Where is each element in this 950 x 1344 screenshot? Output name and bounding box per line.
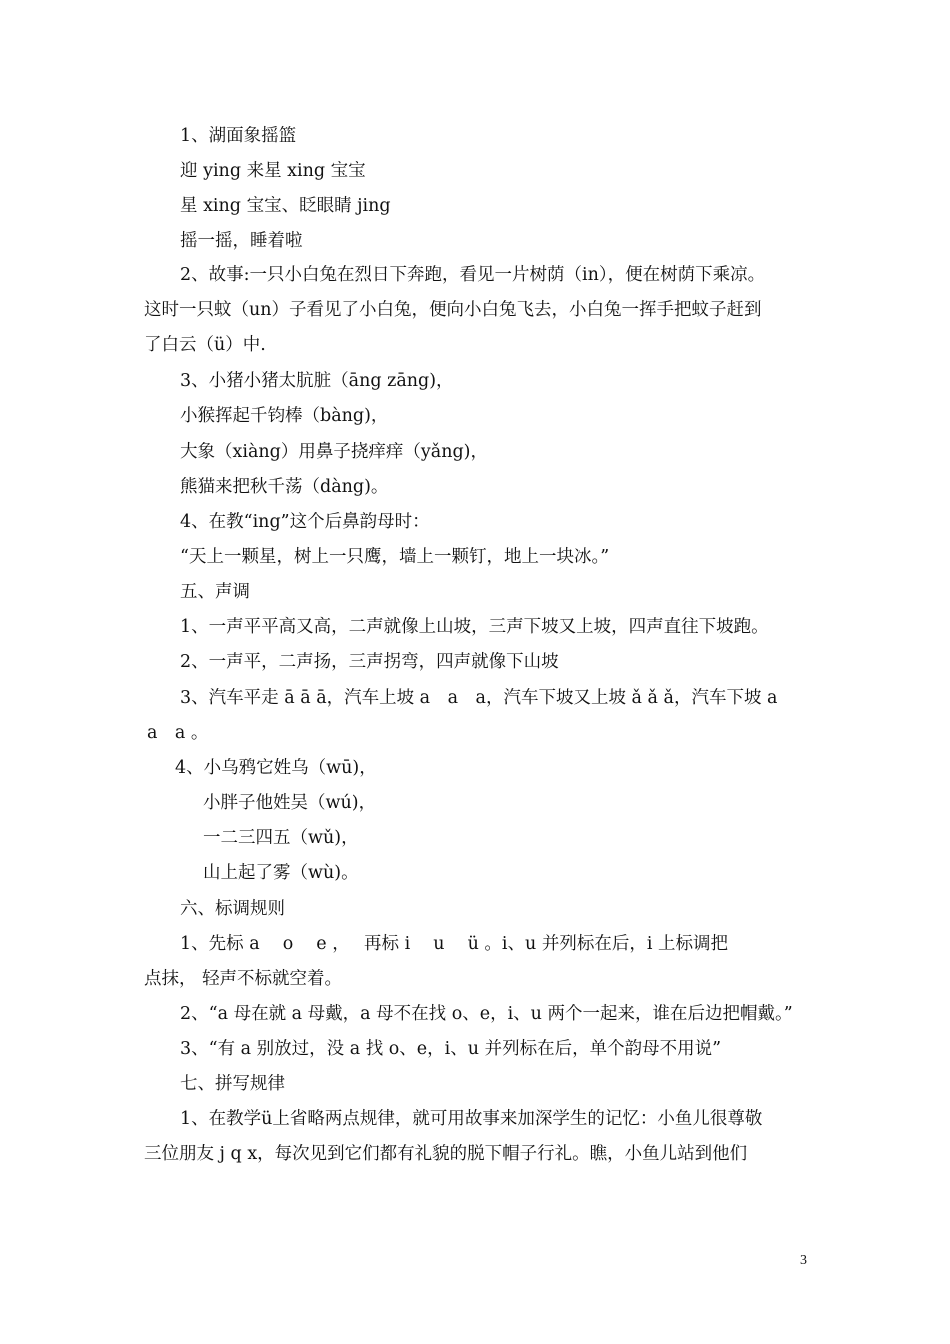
- text-line: 一二三四五（wǔ)，: [203, 828, 359, 848]
- text-line: 4、小乌鸦它姓乌（wū)，: [175, 758, 377, 778]
- text-line: “天上一颗星，树上一只鹰，墙上一颗钉，地上一块冰。”: [180, 547, 610, 567]
- text-line: 1、先标 a o e ， 再标 i u ü 。i、u 并列标在后，i 上标调把: [180, 934, 729, 954]
- text-line: 山上起了雾（wù)。: [203, 863, 359, 883]
- text-line: 2、一声平，二声扬，三声拐弯，四声就像下山坡: [180, 652, 559, 672]
- text-line: 这时一只蚊（un）子看见了小白兔，便向小白兔飞去，小白兔一挥手把蚊子赶到: [144, 300, 762, 320]
- text-line: 4、在教“ing”这个后鼻韵母时：: [180, 512, 430, 532]
- text-line: 1、一声平平高又高，二声就像上山坡，三声下坡又上坡，四声直往下坡跑。: [180, 617, 769, 637]
- text-line: 了白云（ü）中.: [144, 335, 266, 355]
- text-line: 摇一摇，睡着啦: [180, 231, 303, 251]
- text-line: a a 。: [147, 723, 209, 743]
- text-line: 三位朋友 j q x，每次见到它们都有礼貌的脱下帽子行礼。瞧，小鱼儿站到他们: [144, 1144, 748, 1164]
- text-line: 迎 ying 来星 xing 宝宝: [180, 161, 366, 181]
- page-number: 3: [800, 1253, 807, 1268]
- text-line: 2、“a 母在就 a 母戴，a 母不在找 o、e，i、u 两个一起来，谁在后边把帽戴。”: [180, 1004, 793, 1024]
- section-heading: 六、标调规则: [180, 899, 285, 919]
- text-line: 3、汽车平走 ā ā ā，汽车上坡 a a a，汽车下坡又上坡 ǎ ǎ ǎ，汽车下坡 a: [180, 688, 778, 708]
- section-heading: 七、拼写规律: [180, 1074, 285, 1094]
- text-line: 小猴挥起千钧棒（bàng)，: [180, 406, 389, 426]
- text-line: 点抹， 轻声不标就空着。: [144, 969, 343, 989]
- text-line: 大象（xiàng）用鼻子挠痒痒（yǎng)，: [180, 442, 488, 462]
- section-heading: 五、声调: [180, 582, 250, 602]
- text-line: 小胖子他姓吴（wú)，: [203, 793, 377, 813]
- text-line: 1、在教学ü上省略两点规律，就可用故事来加深学生的记忆：小鱼儿很尊敬: [180, 1109, 763, 1129]
- text-line: 2、故事:一只小白兔在烈日下奔跑，看见一片树荫（in），便在树荫下乘凉。: [180, 265, 766, 285]
- text-line: 星 xing 宝宝、眨眼睛 jing: [180, 196, 391, 216]
- text-line: 3、小猪小猪太肮脏（āng zāng)，: [180, 371, 454, 391]
- text-line: 3、“有 a 别放过，没 a 找 o、e，i、u 并列标在后，单个韵母不用说”: [180, 1039, 722, 1059]
- text-line: 熊猫来把秋千荡（dàng)。: [180, 477, 389, 497]
- text-line: 1、湖面象摇篮: [180, 126, 297, 146]
